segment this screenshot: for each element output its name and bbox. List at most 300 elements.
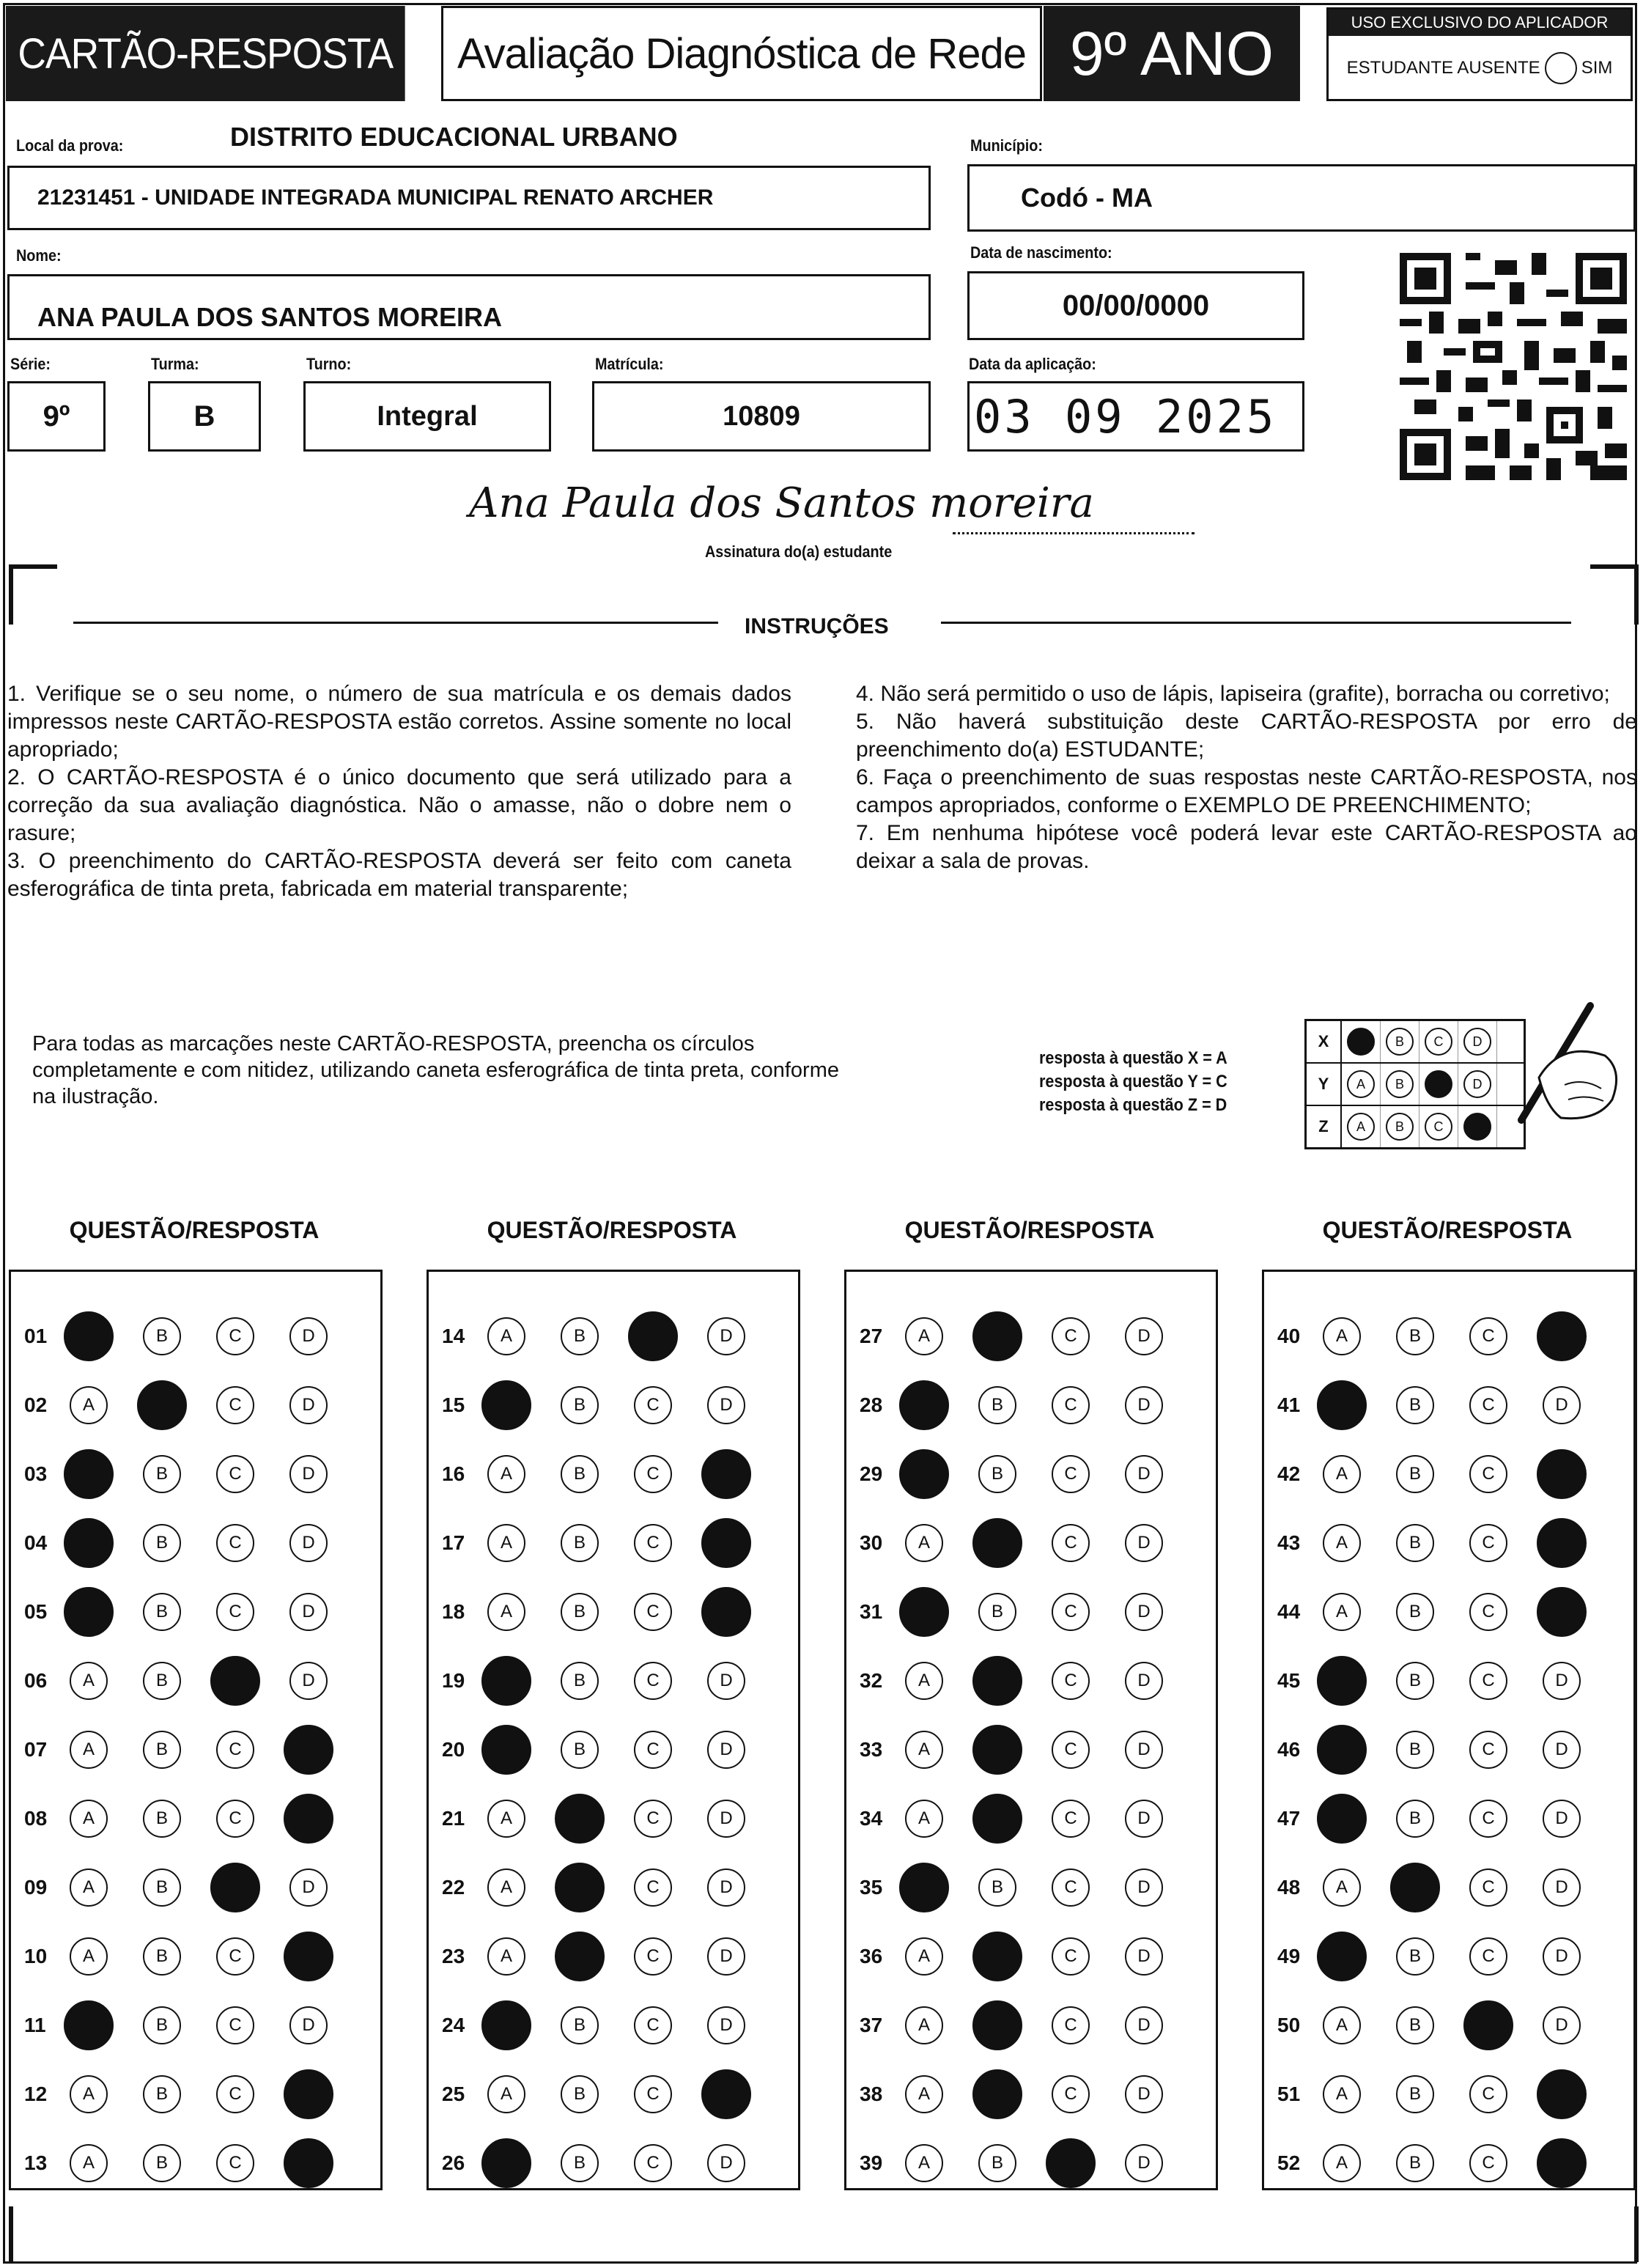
question-row (1264, 2141, 1616, 2185)
school-field (7, 166, 931, 230)
question-row (11, 2141, 363, 2185)
answer-bubble-d[interactable]: D (707, 1662, 745, 1700)
answer-bubble-d[interactable]: D (289, 2006, 328, 2044)
answer-bubble-a[interactable] (1317, 1932, 1367, 1981)
answer-bubble-c[interactable]: C (1469, 1455, 1507, 1493)
question-number: 44 (1277, 1600, 1301, 1623)
answer-bubble-b[interactable] (1390, 1863, 1440, 1912)
answer-bubble-a[interactable]: A (487, 1317, 525, 1355)
answer-bubble-a[interactable] (1317, 1725, 1367, 1775)
answer-bubble-d[interactable]: D (289, 1455, 328, 1493)
instruction-6: 6. Faça o preenchimento de suas respostas neste CARTÃO-RESPOSTA, nos campos apropriados, conforme o EXEMPLO DE PREENCHIMENTO; (856, 765, 1637, 817)
answer-bubble-b[interactable] (555, 1863, 605, 1912)
question-number: 29 (860, 1462, 883, 1485)
answer-bubble-b[interactable]: B (1396, 1800, 1434, 1838)
question-row (1264, 2003, 1616, 2047)
instructions-rule-left (73, 622, 718, 624)
instruction-4: 4. Não será permitido o uso de lápis, lapiseira (grafite), borracha ou corretivo; (856, 682, 1610, 706)
year-badge: 9º ANO (1044, 6, 1300, 101)
question-row (846, 2003, 1198, 2047)
nome-label: Nome: (16, 246, 62, 265)
answer-bubble-c[interactable]: C (216, 1455, 254, 1493)
answer-bubble-d[interactable] (1537, 2138, 1587, 2188)
answer-bubble-b[interactable]: B (143, 2144, 181, 2182)
answer-bubble-b[interactable]: B (1396, 1731, 1434, 1769)
answer-bubble-b[interactable] (972, 2000, 1022, 2050)
instruction-1: 1. Verifique se o seu nome, o número de sua matrícula e os demais dados impressos neste CARTÃO-RESPOSTA estão corretos. Assine somente no local apropriado; (7, 682, 791, 762)
answer-bubble-c[interactable] (210, 1863, 260, 1912)
answer-bubble-c[interactable]: C (1469, 1593, 1507, 1631)
answer-bubble-c[interactable]: C (634, 1386, 672, 1424)
corner-mark-top-left (9, 564, 57, 625)
answer-bubble-c[interactable]: C (216, 2144, 254, 2182)
question-row (429, 2072, 780, 2116)
question-row (846, 1383, 1198, 1427)
answer-bubble-b[interactable] (972, 1311, 1022, 1361)
pen-hand-icon (1495, 997, 1634, 1144)
answer-bubble-c[interactable]: C (216, 1524, 254, 1562)
answer-bubble-b[interactable]: B (1396, 1524, 1434, 1562)
question-row (429, 1383, 780, 1427)
answer-bubble-c[interactable]: C (1052, 2006, 1090, 2044)
column-title: QUESTÃO/RESPOSTA (487, 1217, 737, 1243)
answer-bubble-d[interactable] (1537, 1587, 1587, 1637)
example-bubble-c: C (1425, 1028, 1452, 1056)
answer-bubble-b[interactable]: B (561, 1386, 599, 1424)
instructions-left (7, 680, 791, 903)
answer-bubble-d[interactable]: D (707, 1800, 745, 1838)
turma-field (148, 381, 261, 452)
answer-bubble-a[interactable]: A (1323, 1455, 1361, 1493)
answer-bubble-a[interactable]: A (905, 2144, 943, 2182)
answer-bubble-a[interactable]: A (1323, 2075, 1361, 2113)
answer-bubble-d[interactable]: D (1125, 1455, 1163, 1493)
question-row (11, 1452, 363, 1496)
answer-bubble-d[interactable]: D (1125, 2144, 1163, 2182)
answer-bubble-d[interactable]: D (707, 1937, 745, 1976)
answer-bubble-a[interactable]: A (905, 1937, 943, 1976)
answer-bubble-c[interactable]: C (1052, 1937, 1090, 1976)
answer-bubble-d[interactable]: D (707, 1386, 745, 1424)
question-row (846, 2141, 1198, 2185)
answer-bubble-b[interactable]: B (143, 1868, 181, 1907)
example-question-label: Y (1307, 1064, 1342, 1105)
answer-bubble-c[interactable]: C (1052, 1386, 1090, 1424)
answer-bubble-d[interactable]: D (1125, 2075, 1163, 2113)
answer-bubble-b[interactable] (972, 1794, 1022, 1844)
question-number: 30 (860, 1531, 883, 1554)
signature-line (953, 532, 1195, 534)
question-row (1264, 1866, 1616, 1910)
question-row (1264, 1659, 1616, 1703)
answer-bubble-b[interactable]: B (1396, 1317, 1434, 1355)
answer-bubble-c[interactable]: C (1469, 2075, 1507, 2113)
answer-bubble-c[interactable]: C (634, 1868, 672, 1907)
answer-bubble-a[interactable]: A (905, 1317, 943, 1355)
question-number: 39 (860, 2151, 883, 2174)
absent-bubble[interactable] (1545, 52, 1577, 84)
question-number: 35 (860, 1876, 883, 1899)
answer-bubble-d[interactable] (284, 1725, 333, 1775)
answer-bubble-b[interactable]: B (1396, 1455, 1434, 1493)
student-signature: Ana Paula dos Santos moreira (469, 479, 1094, 527)
answer-bubble-d[interactable]: D (1543, 1662, 1581, 1700)
answer-bubble-b[interactable]: B (1396, 2075, 1434, 2113)
answer-bubble-c[interactable]: C (216, 1937, 254, 1976)
answer-bubble-a[interactable]: A (905, 1731, 943, 1769)
answer-bubble-d[interactable]: D (1125, 1317, 1163, 1355)
answer-bubble-c[interactable]: C (1469, 1524, 1507, 1562)
answer-bubble-a[interactable] (64, 1518, 114, 1568)
answer-bubble-d[interactable]: D (1543, 2006, 1581, 2044)
answer-bubble-a[interactable]: A (70, 1868, 108, 1907)
answer-bubble-a[interactable] (1317, 1380, 1367, 1430)
question-row (11, 1590, 363, 1634)
question-number: 42 (1277, 1462, 1301, 1485)
turno-value: Integral (377, 400, 478, 432)
answer-bubble-d[interactable]: D (1125, 1386, 1163, 1424)
answer-column-4 (1262, 1270, 1636, 2190)
example-question-label: X (1307, 1021, 1342, 1062)
question-number: 08 (24, 1807, 48, 1830)
answer-bubble-d[interactable]: D (1543, 1800, 1581, 1838)
answer-bubble-a[interactable]: A (1323, 1868, 1361, 1907)
serie-value: 9º (43, 400, 70, 432)
answer-bubble-b[interactable]: B (561, 2006, 599, 2044)
answer-bubble-d[interactable] (701, 1587, 751, 1637)
answer-bubble-b[interactable]: B (1396, 1386, 1434, 1424)
example-row (1307, 1021, 1524, 1064)
answer-bubble-c[interactable]: C (216, 1317, 254, 1355)
answer-bubble-a[interactable] (899, 1587, 949, 1637)
question-number: 41 (1277, 1393, 1301, 1416)
answer-bubble-c[interactable]: C (1469, 2144, 1507, 2182)
answer-bubble-b[interactable]: B (143, 1317, 181, 1355)
column-title: QUESTÃO/RESPOSTA (904, 1217, 1155, 1243)
question-number: 50 (1277, 2014, 1301, 2036)
answer-bubble-a[interactable]: A (905, 1800, 943, 1838)
answer-bubble-b[interactable]: B (143, 2006, 181, 2044)
answer-bubble-b[interactable]: B (143, 1937, 181, 1976)
answer-bubble-a[interactable] (899, 1449, 949, 1499)
answer-bubble-d[interactable] (701, 1449, 751, 1499)
answer-bubble-c[interactable]: C (216, 1800, 254, 1838)
question-row (1264, 1797, 1616, 1841)
answer-bubble-d[interactable]: D (707, 1731, 745, 1769)
answer-bubble-d[interactable] (1537, 1518, 1587, 1568)
answer-bubble-b[interactable] (555, 1932, 605, 1981)
answer-bubble-d[interactable]: D (1125, 1868, 1163, 1907)
answer-bubble-d[interactable] (701, 1518, 751, 1568)
answer-bubble-d[interactable]: D (707, 2144, 745, 2182)
answer-bubble-b[interactable]: B (978, 1455, 1016, 1493)
nascimento-label: Data de nascimento: (970, 243, 1112, 262)
answer-bubble-c[interactable]: C (1052, 1868, 1090, 1907)
question-row (11, 1314, 363, 1358)
answer-bubble-a[interactable]: A (70, 1800, 108, 1838)
answer-bubble-b[interactable]: B (143, 2075, 181, 2113)
question-number: 06 (24, 1669, 48, 1692)
example-bubble-d (1463, 1113, 1491, 1141)
question-number: 26 (442, 2151, 465, 2174)
card-title: CARTÃO-RESPOSTA (6, 6, 405, 101)
example-bubble-c (1425, 1070, 1452, 1098)
answer-bubble-c[interactable]: C (1469, 1317, 1507, 1355)
answer-bubble-b[interactable] (972, 1932, 1022, 1981)
answer-bubble-a[interactable]: A (487, 1868, 525, 1907)
applicator-box (1326, 7, 1633, 101)
answer-bubble-c[interactable]: C (634, 1524, 672, 1562)
question-row (846, 1866, 1198, 1910)
answer-bubble-b[interactable]: B (561, 1455, 599, 1493)
answer-bubble-b[interactable]: B (143, 1731, 181, 1769)
answer-bubble-c[interactable]: C (216, 1593, 254, 1631)
answer-bubble-b[interactable]: B (561, 2144, 599, 2182)
answer-bubble-c[interactable]: C (1052, 1662, 1090, 1700)
question-row (429, 1521, 780, 1565)
answer-bubble-a[interactable]: A (905, 1662, 943, 1700)
answer-bubble-b[interactable] (972, 1656, 1022, 1706)
answer-bubble-b[interactable]: B (143, 1455, 181, 1493)
question-number: 01 (24, 1325, 48, 1347)
question-row (1264, 1590, 1616, 1634)
applicator-title: USO EXCLUSIVO DO APLICADOR (1329, 10, 1631, 36)
answer-bubble-d[interactable]: D (1125, 1937, 1163, 1976)
answer-bubble-b[interactable] (137, 1380, 187, 1430)
answer-bubble-b[interactable]: B (1396, 1662, 1434, 1700)
answer-bubble-a[interactable]: A (487, 1800, 525, 1838)
turno-label: Turno: (306, 355, 352, 373)
answer-bubble-b[interactable]: B (561, 1662, 599, 1700)
question-row (429, 1866, 780, 1910)
answer-bubble-c[interactable]: C (634, 1800, 672, 1838)
answer-bubble-d[interactable] (1537, 1449, 1587, 1499)
example-bubble-b: B (1386, 1028, 1414, 1056)
answer-bubble-a[interactable]: A (1323, 2006, 1361, 2044)
answer-bubble-b[interactable] (972, 1725, 1022, 1775)
answer-bubble-b[interactable]: B (561, 1593, 599, 1631)
question-number: 49 (1277, 1945, 1301, 1967)
answer-bubble-c[interactable]: C (634, 1662, 672, 1700)
answer-bubble-a[interactable]: A (487, 1593, 525, 1631)
answer-bubble-d[interactable] (701, 2069, 751, 2119)
question-number: 19 (442, 1669, 465, 1692)
answer-bubble-b[interactable]: B (561, 1524, 599, 1562)
matricula-value: 10809 (723, 400, 800, 432)
answer-bubble-c[interactable]: C (1469, 1731, 1507, 1769)
answer-bubble-d[interactable]: D (289, 1317, 328, 1355)
question-row (429, 1728, 780, 1772)
matricula-label: Matrícula: (595, 355, 664, 373)
answer-bubble-d[interactable] (1537, 1311, 1587, 1361)
answer-bubble-c[interactable]: C (216, 1386, 254, 1424)
answer-bubble-b[interactable]: B (143, 1800, 181, 1838)
answer-bubble-c[interactable]: C (1469, 1662, 1507, 1700)
answer-bubble-a[interactable]: A (487, 1455, 525, 1493)
instruction-2: 2. O CARTÃO-RESPOSTA é o único documento que será utilizado para a correção da sua avaliação diagnóstica. Não o amasse, não o dobre nem o rasure; (7, 765, 791, 845)
answer-bubble-b[interactable]: B (561, 1731, 599, 1769)
answer-bubble-b[interactable]: B (978, 1386, 1016, 1424)
answer-bubble-c[interactable]: C (216, 2006, 254, 2044)
answer-bubble-c[interactable] (628, 1311, 678, 1361)
question-number: 47 (1277, 1807, 1301, 1830)
answer-bubble-d[interactable]: D (1543, 1386, 1581, 1424)
question-row (846, 1797, 1198, 1841)
answer-bubble-b[interactable]: B (561, 2075, 599, 2113)
answer-bubble-c[interactable]: C (634, 1455, 672, 1493)
answer-bubble-c[interactable] (1046, 2138, 1096, 2188)
nascimento-value: 00/00/0000 (1062, 289, 1210, 322)
answer-bubble-d[interactable]: D (1543, 1868, 1581, 1907)
answer-bubble-b[interactable]: B (143, 1524, 181, 1562)
question-number: 07 (24, 1738, 48, 1761)
answer-bubble-a[interactable]: A (905, 2006, 943, 2044)
answer-bubble-d[interactable]: D (707, 1317, 745, 1355)
answer-bubble-b[interactable]: B (561, 1317, 599, 1355)
answer-bubble-c[interactable] (210, 1656, 260, 1706)
answer-bubble-b[interactable]: B (1396, 1593, 1434, 1631)
answer-bubble-a[interactable]: A (70, 2075, 108, 2113)
answer-bubble-a[interactable]: A (70, 1937, 108, 1976)
answer-bubble-b[interactable] (972, 2069, 1022, 2119)
answer-bubble-d[interactable]: D (1125, 1593, 1163, 1631)
answer-bubble-d[interactable] (284, 1794, 333, 1844)
answer-bubble-a[interactable] (899, 1863, 949, 1912)
answer-bubble-c[interactable]: C (1469, 1868, 1507, 1907)
answer-bubble-c[interactable]: C (634, 1731, 672, 1769)
answer-bubble-c[interactable]: C (1052, 1524, 1090, 1562)
answer-bubble-a[interactable] (481, 1380, 531, 1430)
answer-bubble-a[interactable] (1317, 1656, 1367, 1706)
answer-bubble-a[interactable]: A (70, 1731, 108, 1769)
answer-bubble-d[interactable] (1537, 2069, 1587, 2119)
answer-bubble-d[interactable]: D (1125, 1662, 1163, 1700)
answer-column-1 (9, 1270, 383, 2190)
answer-bubble-c[interactable]: C (634, 2006, 672, 2044)
answer-bubble-d[interactable] (284, 1932, 333, 1981)
answer-bubble-a[interactable]: A (1323, 1593, 1361, 1631)
answer-bubble-d[interactable]: D (1125, 1524, 1163, 1562)
question-number: 03 (24, 1462, 48, 1485)
answer-bubble-a[interactable] (481, 1656, 531, 1706)
answer-bubble-a[interactable]: A (70, 2144, 108, 2182)
answer-bubble-c[interactable] (1463, 2000, 1513, 2050)
answer-bubble-c[interactable]: C (1052, 1731, 1090, 1769)
answer-bubble-a[interactable] (481, 2000, 531, 2050)
example-table (1304, 1019, 1526, 1149)
answer-bubble-a[interactable]: A (487, 1524, 525, 1562)
answer-bubble-a[interactable] (64, 1449, 114, 1499)
answer-bubble-a[interactable] (64, 1311, 114, 1361)
answer-bubble-c[interactable]: C (634, 2075, 672, 2113)
answer-bubble-b[interactable]: B (1396, 1937, 1434, 1976)
answer-bubble-b[interactable]: B (143, 1662, 181, 1700)
answer-bubble-d[interactable]: D (1125, 1800, 1163, 1838)
example-row (1307, 1064, 1524, 1106)
municipio-label: Município: (970, 136, 1043, 155)
aplicacao-label: Data da aplicação: (969, 355, 1096, 373)
answer-bubble-d[interactable] (284, 2069, 333, 2119)
answer-bubble-b[interactable] (555, 1794, 605, 1844)
answer-bubble-c[interactable]: C (216, 1731, 254, 1769)
answer-bubble-d[interactable]: D (289, 1524, 328, 1562)
answer-bubble-c[interactable]: C (1052, 1455, 1090, 1493)
answer-bubble-d[interactable]: D (1543, 1731, 1581, 1769)
answer-bubble-c[interactable]: C (1469, 1800, 1507, 1838)
question-number: 20 (442, 1738, 465, 1761)
answer-bubble-b[interactable]: B (143, 1593, 181, 1631)
answer-bubble-d[interactable]: D (707, 2006, 745, 2044)
answer-bubble-b[interactable]: B (978, 1868, 1016, 1907)
question-number: 31 (860, 1600, 883, 1623)
answer-bubble-a[interactable] (64, 1587, 114, 1637)
turma-label: Turma: (151, 355, 199, 373)
answer-bubble-a[interactable] (481, 1725, 531, 1775)
answer-bubble-a[interactable]: A (905, 2075, 943, 2113)
school-value: 21231451 - UNIDADE INTEGRADA MUNICIPAL RENATO ARCHER (37, 185, 714, 210)
answer-bubble-c[interactable]: C (216, 2075, 254, 2113)
question-row (429, 1797, 780, 1841)
corner-mark-top-right (1590, 564, 1639, 625)
answer-bubble-d[interactable]: D (707, 1868, 745, 1907)
answer-bubble-d[interactable] (284, 2138, 333, 2188)
answer-bubble-c[interactable]: C (634, 1593, 672, 1631)
district: DISTRITO EDUCACIONAL URBANO (230, 122, 678, 152)
answer-bubble-d[interactable]: D (1543, 1937, 1581, 1976)
answer-bubble-a[interactable] (1317, 1794, 1367, 1844)
answer-bubble-a[interactable]: A (1323, 1317, 1361, 1355)
answer-bubble-a[interactable] (64, 2000, 114, 2050)
example-bubble-c: C (1425, 1113, 1452, 1141)
serie-field (7, 381, 106, 452)
answer-bubble-c[interactable]: C (1052, 1593, 1090, 1631)
answer-bubble-d[interactable]: D (1125, 1731, 1163, 1769)
assessment-title: Avaliação Diagnóstica de Rede (441, 6, 1042, 101)
answer-bubble-a[interactable]: A (487, 2075, 525, 2113)
answer-bubble-d[interactable]: D (1125, 2006, 1163, 2044)
answer-bubble-b[interactable] (972, 1518, 1022, 1568)
answer-bubble-b[interactable]: B (978, 1593, 1016, 1631)
answer-bubble-c[interactable]: C (1052, 2075, 1090, 2113)
answer-bubble-a[interactable]: A (487, 1937, 525, 1976)
answer-bubble-c[interactable]: C (634, 2144, 672, 2182)
answer-bubble-d[interactable]: D (289, 1868, 328, 1907)
answer-bubble-d[interactable]: D (289, 1593, 328, 1631)
question-number: 45 (1277, 1669, 1301, 1692)
answer-bubble-c[interactable]: C (1052, 1800, 1090, 1838)
answer-bubble-c[interactable]: C (634, 1937, 672, 1976)
answer-bubble-a[interactable] (899, 1380, 949, 1430)
answer-bubble-a[interactable]: A (70, 1662, 108, 1700)
question-row (11, 1797, 363, 1841)
answer-bubble-b[interactable]: B (978, 2144, 1016, 2182)
answer-bubble-d[interactable]: D (289, 1386, 328, 1424)
question-number: 51 (1277, 2083, 1301, 2105)
answer-bubble-a[interactable] (481, 2138, 531, 2188)
answer-bubble-a[interactable]: A (1323, 1524, 1361, 1562)
answer-bubble-c[interactable]: C (1469, 1386, 1507, 1424)
answer-bubble-c[interactable]: C (1469, 1937, 1507, 1976)
answer-bubble-b[interactable]: B (1396, 2144, 1434, 2182)
instructions-rule-right (941, 622, 1571, 624)
question-row (429, 1314, 780, 1358)
answer-bubble-c[interactable]: C (1052, 1317, 1090, 1355)
answer-bubble-a[interactable]: A (70, 1386, 108, 1424)
answer-bubble-a[interactable]: A (905, 1524, 943, 1562)
answer-bubble-b[interactable]: B (1396, 2006, 1434, 2044)
answer-bubble-a[interactable]: A (1323, 2144, 1361, 2182)
answer-bubble-d[interactable]: D (289, 1662, 328, 1700)
